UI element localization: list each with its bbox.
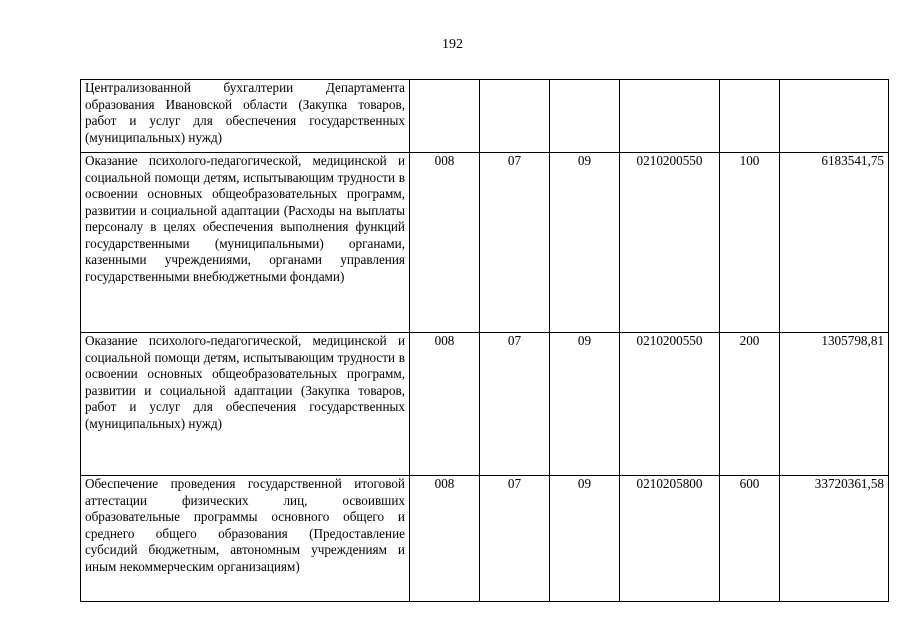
section-code: 07: [480, 153, 550, 333]
expense-type-code: 200: [720, 333, 780, 476]
table-row: [81, 153, 889, 333]
target-article-code: [620, 80, 720, 153]
ministry-code: 008: [410, 333, 480, 476]
row-description: Оказание психолого-педагогической, медицинской и социальной помощи детям, испытывающим трудности в освоении основных общеобразовательных программ, развитии и социальной адаптации (Расходы на выплаты персоналу в целях обеспечения выполнения функций государственными (муниципальными) органами, казенными учреждениями, органами управления государственными внебюджетными фондами): [81, 153, 410, 333]
section-code: [480, 80, 550, 153]
amount-value: 33720361,58: [780, 476, 889, 602]
table-row: [81, 80, 889, 153]
row-description: Оказание психолого-педагогической, медицинской и социальной помощи детям, испытывающим трудности в освоении основных общеобразовательных программ, развитии и социальной адаптации (Закупка товаров, работ и услуг для обеспечения государственных (муниципальных) нужд): [81, 333, 410, 476]
section-code: 07: [480, 476, 550, 602]
ministry-code: 008: [410, 476, 480, 602]
row-description: Обеспечение проведения государственной итоговой аттестации физических лиц, освоивших образовательные программы основного общего и среднего общего образования (Предоставление субсидий бюджетным, автономным учреждениям и иным некоммерческим организациям): [81, 476, 410, 602]
amount-value: 6183541,75: [780, 153, 889, 333]
target-article-code: 0210205800: [620, 476, 720, 602]
table-row: [81, 476, 889, 602]
ministry-code: 008: [410, 153, 480, 333]
section-code: 07: [480, 333, 550, 476]
subsection-code: [550, 80, 620, 153]
subsection-code: 09: [550, 476, 620, 602]
page-number: 192: [442, 37, 463, 52]
expense-type-code: 600: [720, 476, 780, 602]
expense-type-code: 100: [720, 153, 780, 333]
table-row: [81, 333, 889, 476]
amount-value: 1305798,81: [780, 333, 889, 476]
target-article-code: 0210200550: [620, 333, 720, 476]
ministry-code: [410, 80, 480, 153]
target-article-code: 0210200550: [620, 153, 720, 333]
row-description: Централизованной бухгалтерии Департамента образования Ивановской области (Закупка товаров, работ и услуг для обеспечения государственных (муниципальных) нужд): [81, 80, 410, 153]
budget-table: [80, 79, 889, 602]
amount-value: [780, 80, 889, 153]
subsection-code: 09: [550, 153, 620, 333]
expense-type-code: [720, 80, 780, 153]
subsection-code: 09: [550, 333, 620, 476]
